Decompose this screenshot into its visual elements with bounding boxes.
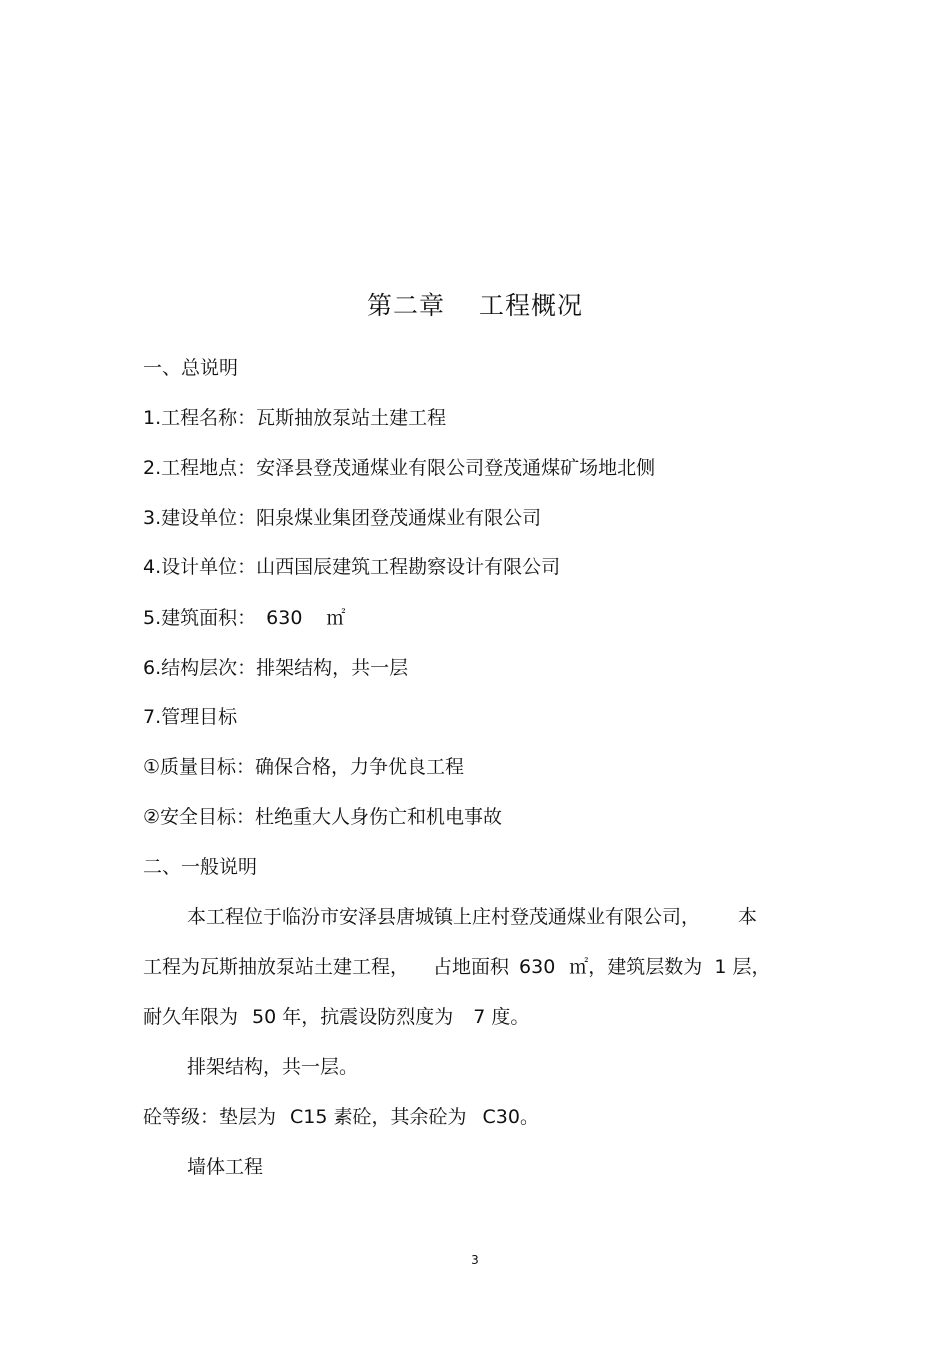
building-area-unit: ㎡ xyxy=(326,607,346,629)
page-number: 3 xyxy=(471,1253,479,1267)
section-heading-general: 一、总说明 xyxy=(143,357,239,379)
chapter-title xyxy=(0,288,950,324)
chapter-number: 第二章 xyxy=(366,291,445,320)
para1-text: 本工程位于临汾市安泽县唐城镇上庄村登茂通煤业有限公司， xyxy=(187,906,701,928)
concrete-cushion: C15 素砼，其余砼为 xyxy=(290,1106,467,1128)
item-building-area xyxy=(143,604,345,632)
concrete-label: 砼等级：垫层为 xyxy=(143,1106,277,1128)
para2-floors-label: ㎡，建筑层数为 xyxy=(569,956,703,978)
para2-text: 工程为瓦斯抽放泵站土建工程， xyxy=(143,956,410,978)
building-area-label: 5.建筑面积： xyxy=(143,607,257,629)
goal-safety: ②安全目标：杜绝重大人身伤亡和机电事故 xyxy=(143,806,503,828)
structure-description: 排架结构，共一层。 xyxy=(187,1056,359,1078)
section-heading-description: 二、一般说明 xyxy=(143,856,258,878)
building-area-value: 630 xyxy=(266,607,303,629)
chapter-name: 工程概况 xyxy=(479,291,584,320)
item-project-location: 2.工程地点：安泽县登茂通煤业有限公司登茂通煤矿场地北侧 xyxy=(143,457,656,479)
para2-floors-value: 1 层， xyxy=(714,956,771,978)
para2-area-value: 630 xyxy=(519,956,556,978)
wall-engineering-heading: 墙体工程 xyxy=(187,1156,264,1178)
para1-tail: 本 xyxy=(738,906,758,928)
goal-quality: ①质量目标：确保合格，力争优良工程 xyxy=(143,756,465,778)
item-structure-level: 6.结构层次：排架结构，共一层 xyxy=(143,657,409,679)
item-design-unit: 4.设计单位：山西国辰建筑工程勘察设计有限公司 xyxy=(143,556,561,578)
para2-area-label: 占地面积 xyxy=(433,956,510,978)
para3-durability-label: 耐久年限为 xyxy=(143,1006,239,1028)
concrete-grade xyxy=(143,1103,539,1131)
para3-seismic-value: 7 度。 xyxy=(473,1006,530,1028)
concrete-other: C30。 xyxy=(482,1106,539,1128)
item-project-name: 1.工程名称：瓦斯抽放泵站土建工程 xyxy=(143,407,447,429)
item-construction-unit: 3.建设单位：阳泉煤业集团登茂通煤业有限公司 xyxy=(143,507,542,529)
paragraph-line-2 xyxy=(143,953,770,981)
paragraph-line-3 xyxy=(143,1003,529,1031)
paragraph-line-1 xyxy=(187,903,757,931)
item-management-goals: 7.管理目标 xyxy=(143,706,238,728)
para3-durability-value: 50 年，抗震设防烈度为 xyxy=(252,1006,454,1028)
